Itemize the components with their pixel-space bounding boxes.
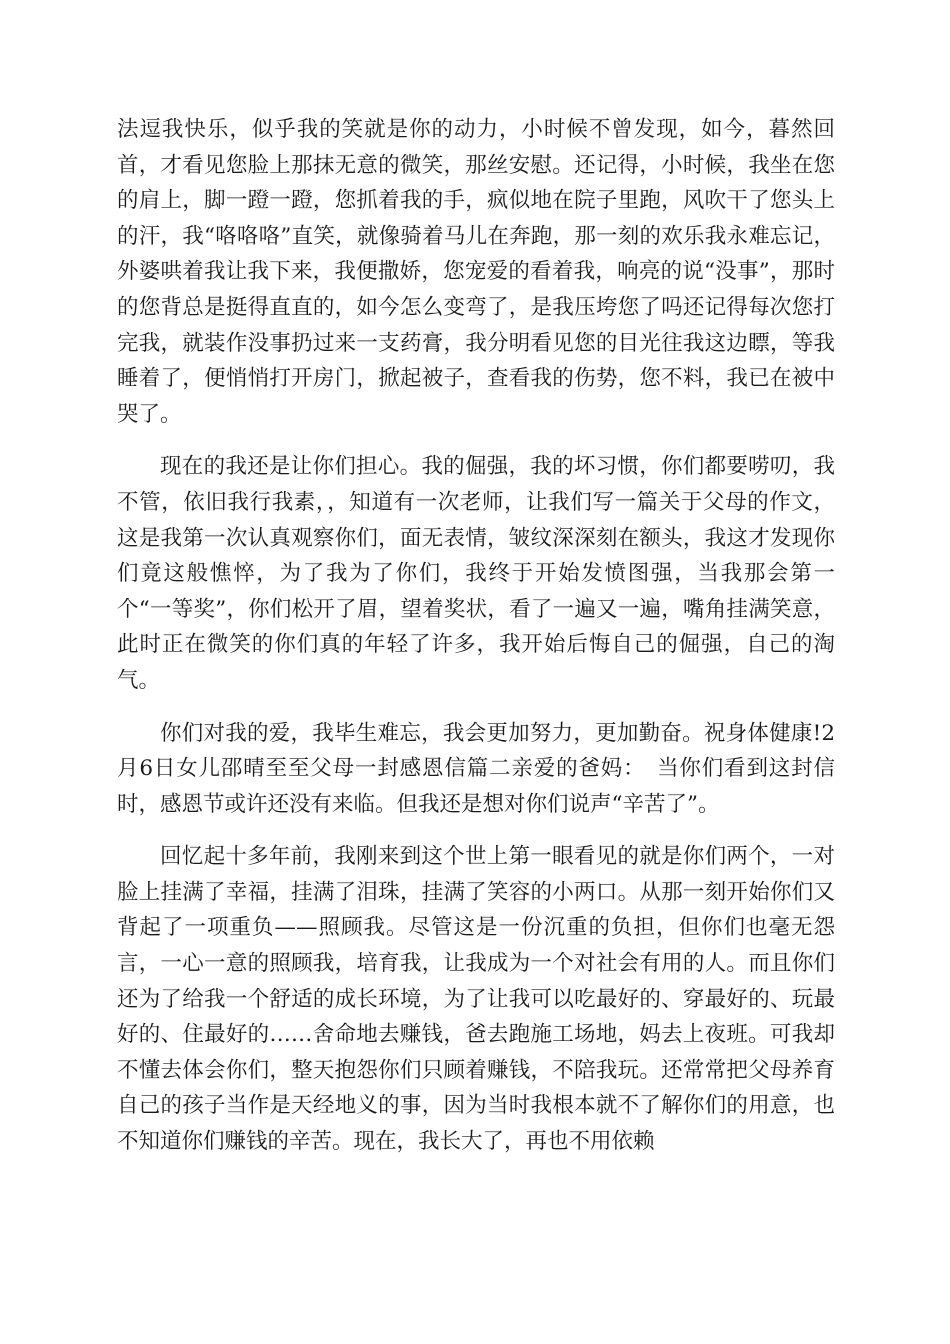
document-body [117,112,835,1160]
paragraph-2: 现在的我还是让你们担心。我的倔强，我的坏习惯，你们都要唠叨，我不管，依旧我行我素，，知道有一次老师，让我们写一篇关于父母的作文，这是我第一次认真观察你们，面无表情，皱纹深深刻在额头，我这才发现你们竟这般憔悴，为了我为了你们，我终于开始发愤图强，当我那会第一个“一等奖”，你们松开了眉，望着奖状，看了一遍又一遍，嘴角挂满笑意，此时正在微笑的你们真的年轻了许多，我开始后悔自己的倔强，自己的淘气。 [117,454,835,693]
paragraph-3: 你们对我的爱，我毕生难忘，我会更加努力，更加勤奋。祝身体健康!2月6日女儿邵晴至至父母一封感恩信篇二亲爱的爸妈： 当你们看到这封信时，感恩节或许还没有来临。但我还是想对你们说声“辛苦了”。 [117,720,835,817]
paragraph-gap [117,699,835,716]
paragraph-4: 回忆起十多年前，我刚来到这个世上第一眼看见的就是你们两个，一对脸上挂满了幸福，挂满了泪珠，挂满了笑容的小两口。从那一刻开始你们又背起了一项重负——照顾我。尽管这是一份沉重的负担，但你们也毫无怨言，一心一意的照顾我，培育我，让我成为一个对社会有用的人。而且你们还为了给我一个舒适的成长环境，为了让我可以吃最好的、穿最好的、玩最好的、住最好的……舍命地去赚钱，爸去跑施工场地，妈去上夜班。可我却不懂去体会你们，整天抱怨你们只顾着赚钱，不陪我玩。还常常把父母养育自己的孩子当作是天经地义的事，因为当时我根本就不了解你们的用意，也不知道你们赚钱的辛苦。现在，我长大了，再也不用依赖 [117,844,835,1155]
paragraph-1: 法逗我快乐，似乎我的笑就是你的动力，小时候不曾发现，如今，暮然回首，才看见您脸上那抹无意的微笑，那丝安慰。还记得，小时候，我坐在您的肩上，脚一蹬一蹬，您抓着我的手，疯似地在院子里跑，风吹干了您头上的汗，我“咯咯咯”直笑，就像骑着马儿在奔跑，那一刻的欢乐我永难忘记，外婆哄着我让我下来，我便撒娇，您宠爱的看着我，响亮的说“没事”，那时的您背总是挺得直直的，如今怎么变弯了，是我压垮您了吗还记得每次您打完我，就装作没事扔过来一支药膏，我分明看见您的目光往我这边瞟，等我睡着了，便悄悄打开房门，掀起被子，查看我的伤势，您不料，我已在被中哭了。 [117,117,835,427]
paragraph-gap [117,432,835,449]
paragraph-gap [117,822,835,839]
